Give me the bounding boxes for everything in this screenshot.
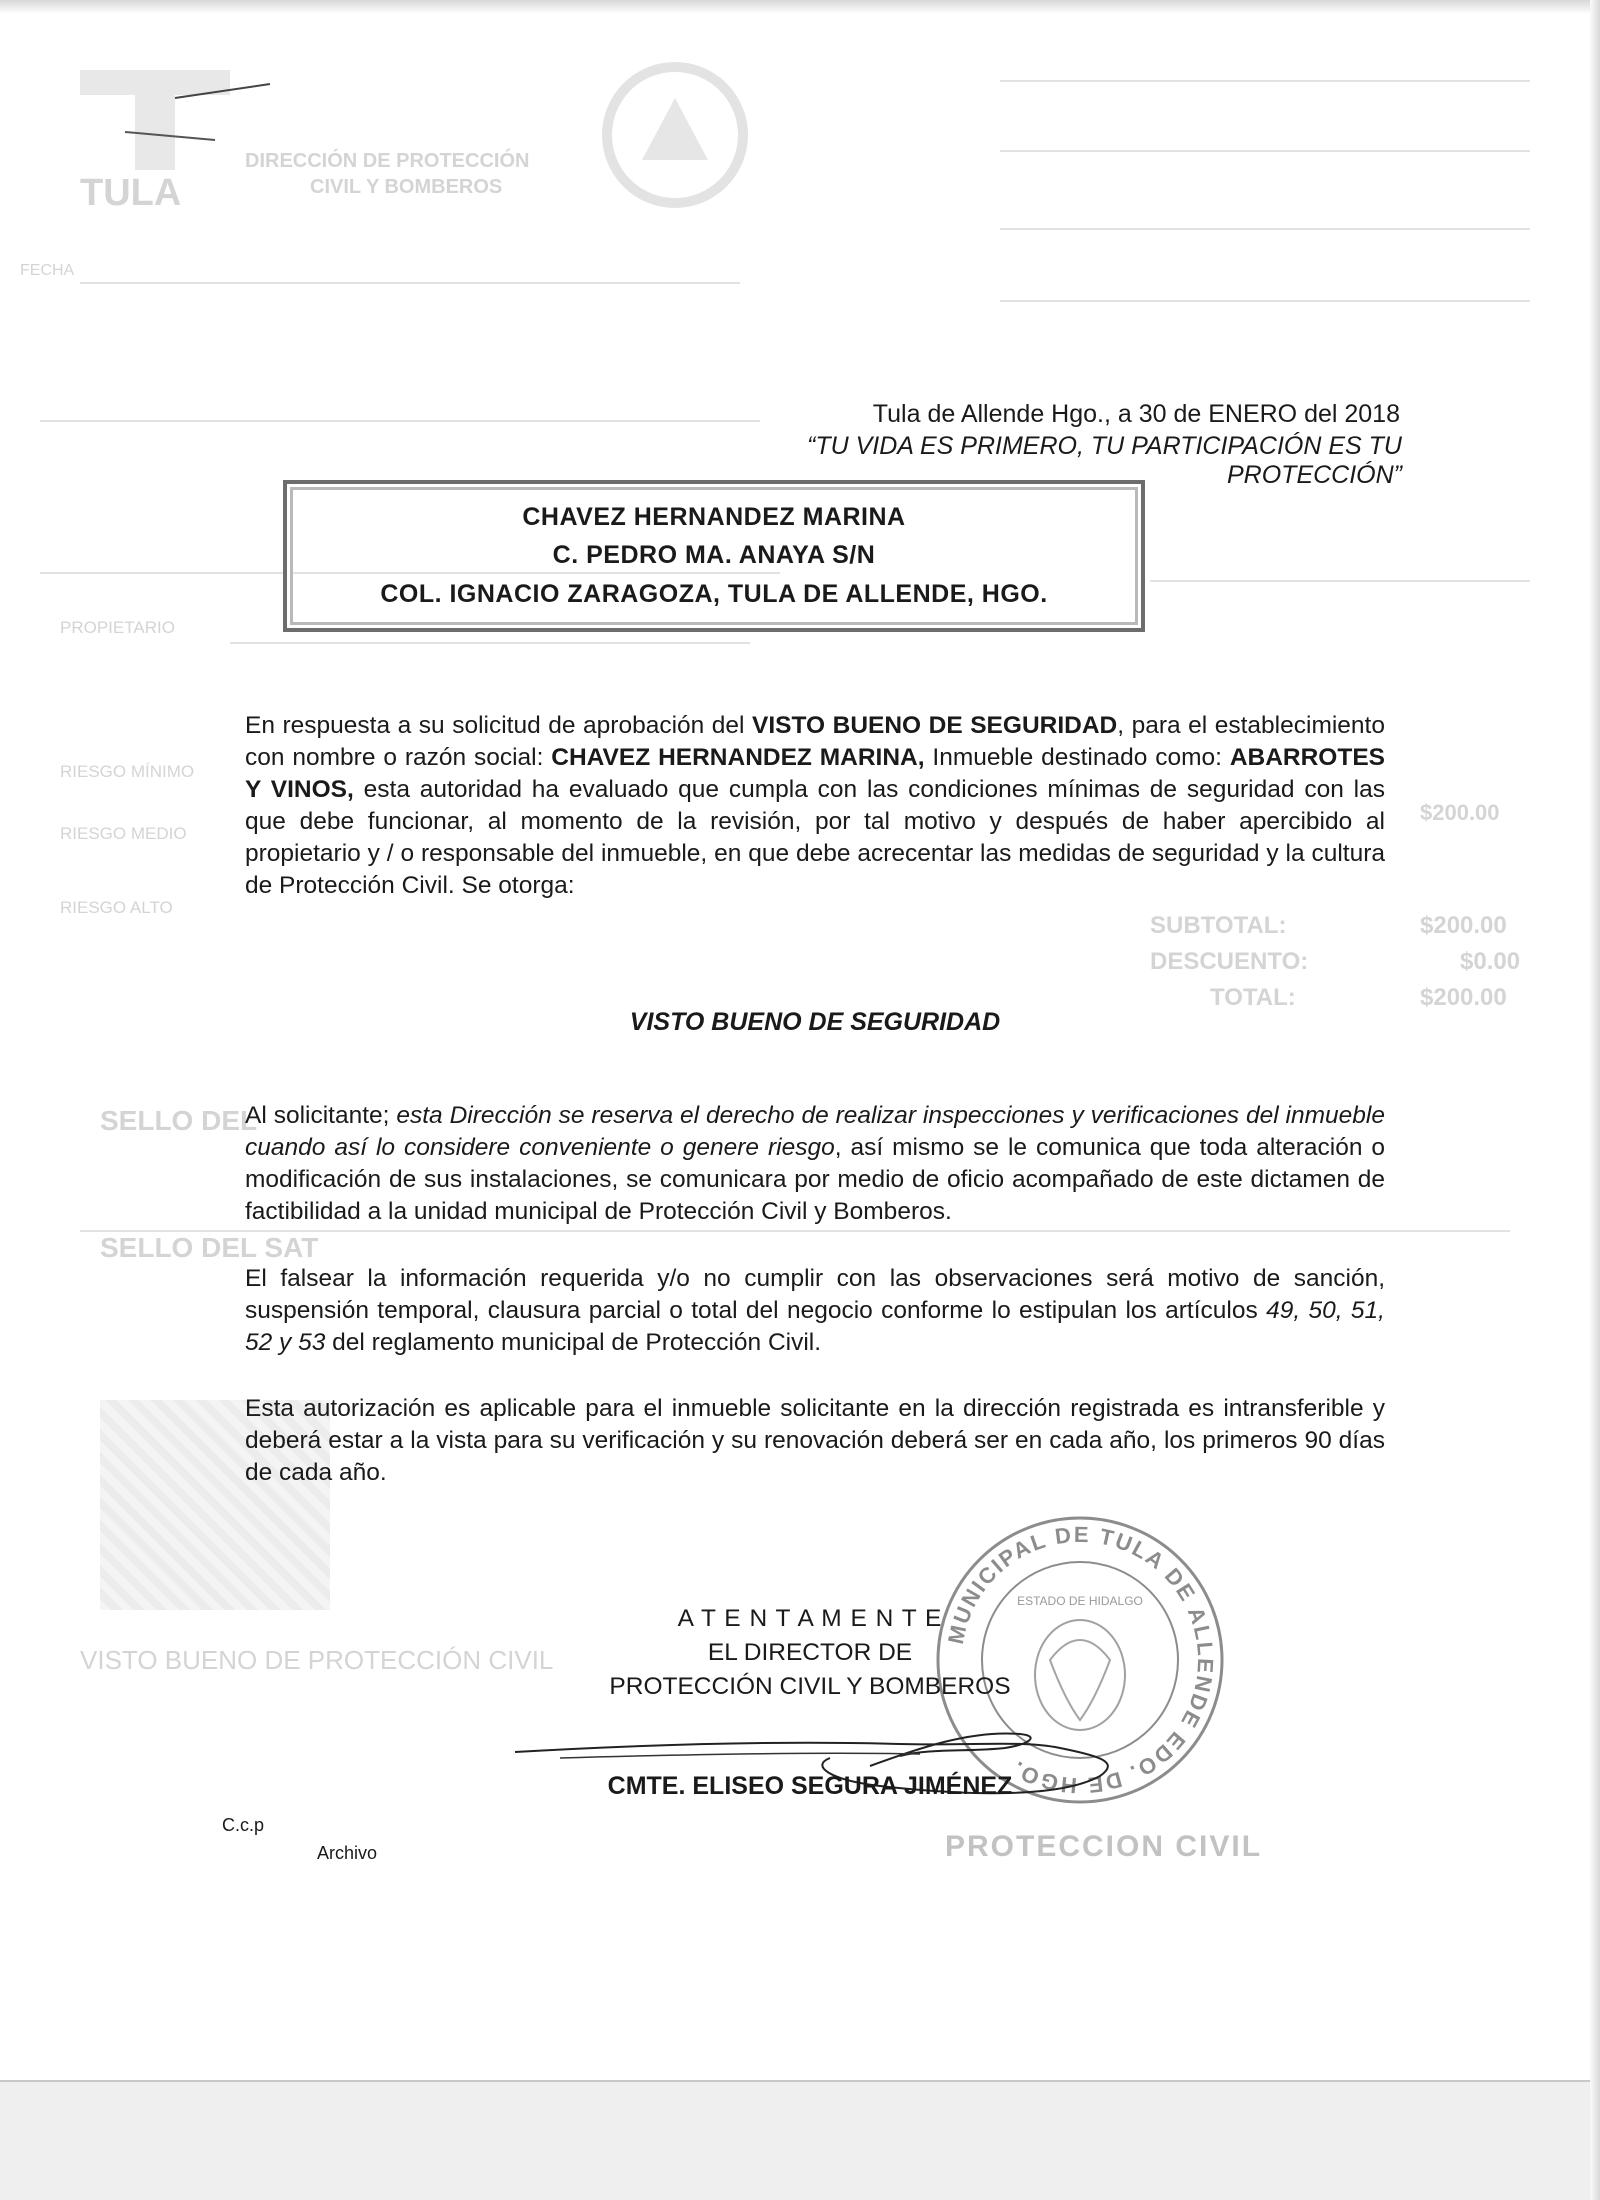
date-line: Tula de Allende Hgo., a 30 de ENERO del 2018 bbox=[872, 400, 1400, 428]
scan-right-edge bbox=[1590, 0, 1600, 2200]
ghost-descuento: DESCUENTO: bbox=[1150, 948, 1309, 975]
ghost-amount-1: $200.00 bbox=[1420, 800, 1500, 825]
paragraph-inspections bbox=[245, 1100, 1385, 1228]
seal-ring-text: MUNICIPAL DE TULA DE ALLENDE EDO. DE HGO. bbox=[942, 1521, 1219, 1799]
recipient-colony: COL. IGNACIO ZARAGOZA, TULA DE ALLENDE, HGO. bbox=[380, 580, 1048, 608]
p1-text: En respuesta a su solicitud de aprobación del bbox=[245, 712, 753, 739]
seal-stamp-text: PROTECCION CIVIL bbox=[945, 1830, 1263, 1863]
ghost-propietario: PROPIETARIO bbox=[60, 618, 175, 637]
signatory-name: CMTE. ELISEO SEGURA JIMÉNEZ bbox=[607, 1772, 1013, 1800]
ghost-sello-1: SELLO DEL bbox=[100, 1105, 258, 1136]
scan-bottom-strip bbox=[0, 2080, 1600, 2200]
paragraph-request bbox=[245, 710, 1385, 902]
ghost-direccion-2: CIVIL Y BOMBEROS bbox=[310, 176, 503, 198]
p1-permit-name: VISTO BUENO DE SEGURIDAD bbox=[752, 712, 1118, 739]
ghost-direccion-1: DIRECCIÓN DE PROTECCIÓN bbox=[245, 150, 530, 172]
ghost-riesgo-medio: RIESGO MEDIO bbox=[60, 824, 187, 843]
seal-inner-text: ESTADO DE HIDALGO bbox=[1017, 1594, 1143, 1608]
ghost-riesgo-alto: RIESGO ALTO bbox=[60, 898, 173, 917]
signatory-role-2: PROTECCIÓN CIVIL Y BOMBEROS bbox=[609, 1673, 1011, 1700]
ghost-amount-3: $200.00 bbox=[1420, 984, 1507, 1011]
paragraph-validity: Esta autorización es aplicable para el inmueble solicitante en la dirección registrada es intransferible y deberá estar a la vista para su verificación y su renovación deberá ser en cada año, los primeros 90 días de cada año. bbox=[245, 1395, 1385, 1486]
p1-business-type: ABARROTES Y VINOS, bbox=[245, 744, 1385, 803]
recipient-street: C. PEDRO MA. ANAYA S/N bbox=[552, 541, 876, 569]
p1-business-name: CHAVEZ HERNANDEZ MARINA, bbox=[551, 744, 925, 771]
p1-text-4: esta autoridad ha evaluado que cumpla con las condiciones mínimas de seguridad con las que debe funcionar, al momento de la revisión, por tal motivo y después de haber apercibido al propietario y / o responsable del inmueble, en que debe acrecentar las medidas de seguridad y la cultura de Protección Civil. Se otorga: bbox=[245, 776, 1386, 899]
recipient-name: CHAVEZ HERNANDEZ MARINA bbox=[522, 503, 906, 531]
p1-text-2: , para el establecimiento con nombre o razón social: bbox=[245, 712, 1385, 771]
signatory-role-1: EL DIRECTOR DE bbox=[707, 1639, 913, 1666]
ghost-amount-2: $0.00 bbox=[1460, 948, 1521, 975]
ghost-subtotal: SUBTOTAL: bbox=[1150, 912, 1287, 939]
ghost-total: TOTAL: bbox=[1210, 984, 1296, 1011]
copy-archive: Archivo bbox=[317, 1843, 378, 1863]
scan-top-edge bbox=[0, 0, 1600, 14]
p2-text: Al solicitante; bbox=[245, 1102, 397, 1129]
paragraph-sanctions bbox=[245, 1263, 1385, 1359]
closing: A T E N T A M E N T E bbox=[677, 1605, 943, 1632]
ghost-footer: VISTO BUENO DE PROTECCIÓN CIVIL bbox=[80, 1645, 554, 1675]
ghost-fecha: FECHA bbox=[20, 262, 75, 279]
p3-text: El falsear la información requerida y/o no cumplir con las observaciones será motivo de sanción, suspensión temporal, clausura parcial o total del negocio conforme lo estipulan los artículos bbox=[245, 1265, 1385, 1324]
ghost-tula: TULA bbox=[80, 172, 182, 214]
ghost-sello-2: SELLO DEL SAT bbox=[100, 1232, 319, 1263]
slogan: “TU VIDA ES PRIMERO, TU PARTICIPACIÓN ES TU PROTECCIÓN” bbox=[807, 432, 1402, 489]
pen-mark-icon bbox=[120, 70, 280, 150]
p3-text-2: del reglamento municipal de Protección Civil. bbox=[325, 1329, 822, 1356]
p1-text-3: Inmueble destinado como: bbox=[924, 744, 1230, 771]
section-heading: VISTO BUENO DE SEGURIDAD bbox=[629, 1008, 1001, 1036]
copy-to-label: C.c.p bbox=[222, 1815, 265, 1835]
ghost-riesgo-minimo: RIESGO MÍNIMO bbox=[60, 762, 195, 781]
p2-text-2: , así mismo se le comunica que toda alteración o modificación de sus instalaciones, se comunicara por medio de oficio acompañado de este dictamen de factibilidad a la unidad municipal de Protección Civil y Bomberos. bbox=[245, 1134, 1386, 1225]
ghost-amount-1b: $200.00 bbox=[1420, 912, 1507, 939]
p3-articles: 49, 50, 51, 52 y 53 bbox=[245, 1297, 1385, 1356]
p2-italic-text: esta Dirección se reserva el derecho de realizar inspecciones y verificaciones del inmueble cuando así lo considere conveniente o genere riesgo bbox=[245, 1102, 1385, 1161]
civil-protection-ghost-icon bbox=[600, 60, 750, 210]
